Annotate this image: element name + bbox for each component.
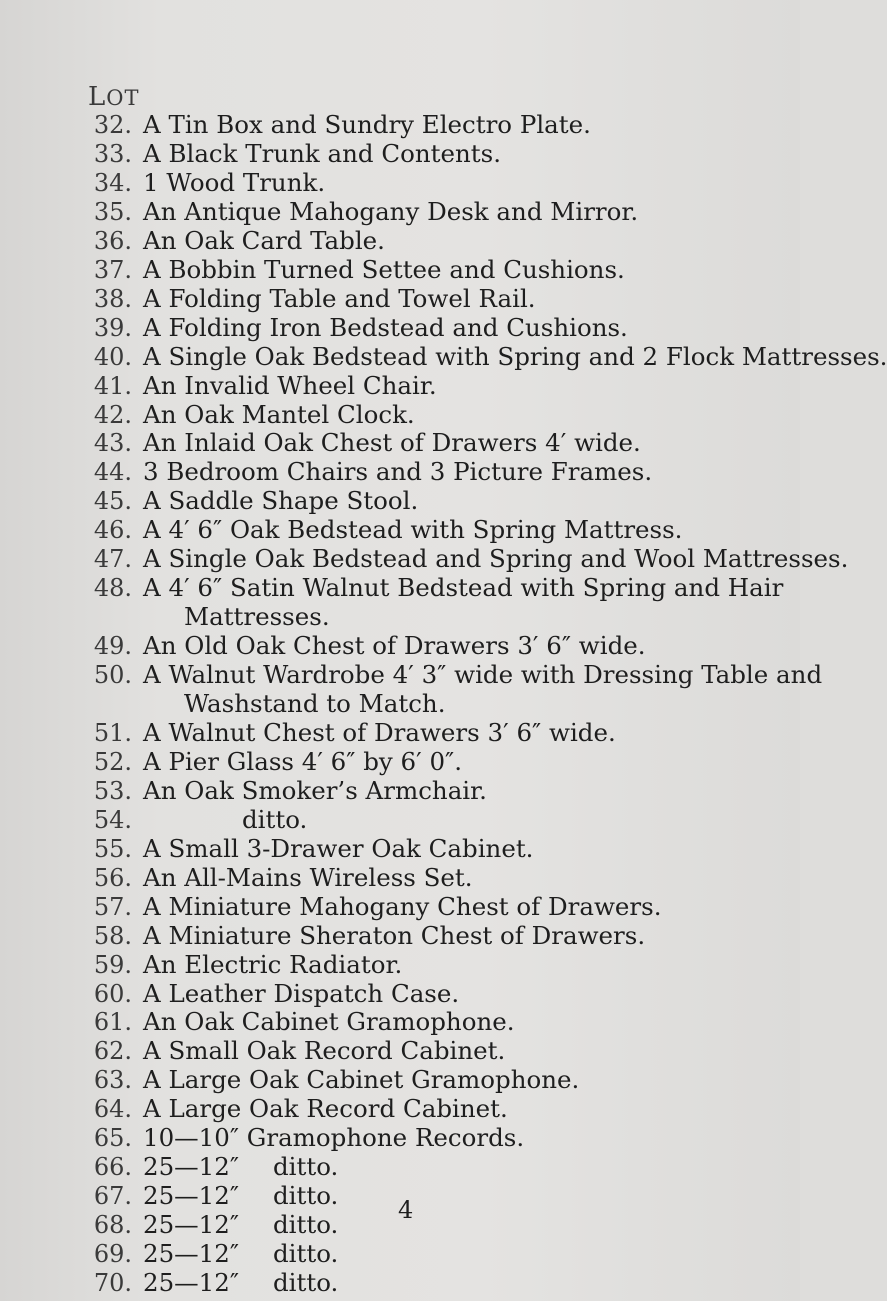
page-number: 4 [398, 1196, 414, 1224]
lot-description: An Oak Card Table. [143, 225, 385, 255]
lot-row [0, 138, 800, 168]
lot-description: A Large Oak Cabinet Gramophone. [143, 1065, 580, 1095]
lot-number: 42. [93, 400, 132, 429]
lot-row [0, 112, 800, 138]
lot-ditto: ditto. [273, 1181, 339, 1211]
lot-description: An Old Oak Chest of Drawers 3′ 6″ wide. [143, 631, 646, 661]
lot-row [0, 717, 800, 747]
lot-description: A Folding Table and Towel Rail. [143, 283, 536, 313]
lot-description: A Walnut Wardrobe 4′ 3″ wide with Dressing Table and [143, 660, 823, 690]
lot-quantity: 25—12″ [143, 1268, 240, 1297]
lot-number: 60. [93, 979, 132, 1008]
lot-description [143, 1212, 338, 1238]
lot-row [0, 978, 800, 1008]
lot-description: 3 Bedroom Chairs and 3 Picture Frames. [143, 457, 653, 487]
lot-row [0, 1241, 800, 1267]
lot-description: A 4′ 6″ Oak Bedstead with Spring Mattress. [143, 515, 683, 545]
lot-number: 59. [93, 950, 132, 979]
lot-row [0, 949, 800, 979]
lot-description: An Oak Smoker’s Armchair. [143, 775, 487, 805]
lot-row [0, 517, 800, 543]
lot-number: 44. [93, 458, 132, 487]
lot-row [0, 1009, 800, 1035]
lot-row [0, 1125, 800, 1151]
lot-number: 53. [93, 776, 132, 805]
lot-number: 70. [93, 1269, 132, 1297]
lot-description: A Tin Box and Sundry Electro Plate. [143, 110, 591, 139]
lot-ditto: ditto. [273, 1239, 339, 1269]
lot-number: 37. [93, 255, 132, 284]
lot-number: 63. [93, 1066, 132, 1095]
lot-row [0, 575, 800, 601]
lot-number: 65. [93, 1124, 132, 1153]
lot-number: 36. [93, 226, 132, 255]
lot-number: 38. [93, 284, 132, 313]
lot-number: 55. [93, 834, 132, 863]
lot-row [0, 1038, 800, 1064]
lot-row [0, 862, 800, 892]
lot-column-header [88, 82, 140, 112]
lot-row [0, 167, 800, 197]
lot-description: An Oak Cabinet Gramophone. [143, 1007, 515, 1037]
lot-header-rest: OT [106, 86, 140, 110]
lot-description: A Miniature Sheraton Chest of Drawers. [143, 920, 646, 950]
lot-description: A 4′ 6″ Satin Walnut Bedstead with Spring and Hair [143, 573, 784, 603]
lot-row [0, 1067, 800, 1093]
lot-number: 56. [93, 863, 132, 892]
lot-ditto: ditto. [273, 1210, 339, 1240]
lot-number: 62. [93, 1037, 132, 1066]
lot-number: 51. [93, 718, 132, 747]
lot-description: ditto. [242, 804, 308, 834]
lot-description: A Leather Dispatch Case. [143, 978, 460, 1008]
lot-description: A Walnut Chest of Drawers 3′ 6″ wide. [143, 717, 616, 747]
lot-number: 46. [93, 516, 132, 545]
lot-description [143, 1270, 338, 1296]
lot-number: 49. [93, 632, 132, 661]
lot-description: An Inlaid Oak Chest of Drawers 4′ wide. [143, 428, 641, 458]
lot-description: An Oak Mantel Clock. [143, 399, 415, 429]
lot-number: 47. [93, 545, 132, 574]
lot-number: 48. [93, 574, 132, 603]
lot-description: A Miniature Mahogany Chest of Drawers. [143, 891, 662, 921]
lot-description: A Bobbin Turned Settee and Cushions. [143, 254, 625, 284]
lot-number: 61. [93, 1008, 132, 1037]
lot-row [0, 312, 800, 342]
lot-description [143, 1154, 338, 1180]
lot-description-continuation: Mattresses. [184, 602, 330, 632]
lot-row [0, 891, 800, 921]
lot-row [0, 660, 823, 690]
lot-row [0, 544, 849, 574]
lot-number: 34. [93, 168, 132, 197]
lot-description: A Folding Iron Bedstead and Cushions. [143, 312, 628, 342]
lot-quantity: 25—12″ [143, 1152, 240, 1182]
lot-number: 66. [93, 1153, 132, 1182]
lot-row [0, 430, 800, 456]
lot-description: An Invalid Wheel Chair. [143, 370, 437, 400]
lot-number: 64. [93, 1095, 132, 1124]
lot-number: 32. [93, 111, 132, 139]
lot-description-continuation: Washstand to Match. [184, 689, 446, 718]
lot-number: 40. [93, 342, 132, 371]
lot-row [0, 254, 800, 284]
lot-number: 35. [93, 197, 132, 226]
lot-row [0, 1096, 800, 1122]
lot-description: A Single Oak Bedstead and Spring and Wool Mattresses. [143, 544, 849, 574]
lot-row [0, 370, 800, 400]
lot-row [0, 225, 800, 255]
lot-description: 10—10″ Gramophone Records. [143, 1123, 525, 1153]
lot-row [0, 804, 800, 834]
lot-number: 67. [93, 1182, 132, 1211]
lot-row [0, 196, 800, 226]
lot-row-continuation [0, 691, 800, 717]
lot-number: 69. [93, 1240, 132, 1269]
lot-number: 52. [93, 747, 132, 776]
lot-row [0, 1270, 800, 1296]
lot-number: 33. [93, 139, 132, 168]
lot-description: 1 Wood Trunk. [143, 167, 326, 197]
lot-ditto: ditto. [273, 1152, 339, 1182]
lot-number: 50. [93, 661, 132, 690]
lot-description: A Small 3-Drawer Oak Cabinet. [143, 833, 534, 863]
lot-number: 54. [93, 805, 132, 834]
lot-description: A Pier Glass 4′ 6″ by 6′ 0″. [143, 746, 462, 776]
lot-description [143, 1241, 338, 1267]
lot-number: 41. [93, 371, 132, 400]
lot-description: An Electric Radiator. [143, 949, 403, 979]
lot-description: A Small Oak Record Cabinet. [143, 1036, 506, 1066]
lot-number: 68. [93, 1211, 132, 1240]
lot-quantity: 25—12″ [143, 1210, 240, 1240]
lot-description [143, 1183, 338, 1209]
lot-quantity: 25—12″ [143, 1181, 240, 1211]
lot-header-initial: L [88, 82, 107, 112]
lot-description: An Antique Mahogany Desk and Mirror. [143, 196, 639, 226]
lot-row [0, 488, 800, 514]
lot-row [0, 920, 800, 950]
lot-number: 57. [93, 892, 132, 921]
lot-description: A Saddle Shape Stool. [143, 486, 419, 516]
lot-row [0, 399, 800, 429]
lot-row [0, 633, 800, 659]
lot-number: 45. [93, 487, 132, 516]
lot-description: An All-Mains Wireless Set. [143, 862, 473, 892]
lot-description: A Single Oak Bedstead with Spring and 2 Flock Mattresses. [143, 341, 887, 371]
lot-ditto: ditto. [273, 1268, 339, 1297]
lot-row [0, 283, 800, 313]
lot-row [0, 746, 800, 776]
lot-row [0, 341, 887, 371]
lot-quantity: 25—12″ [143, 1239, 240, 1269]
lot-description: A Large Oak Record Cabinet. [143, 1094, 508, 1124]
lot-row [0, 459, 800, 485]
lot-row-continuation [0, 604, 800, 630]
lot-row [0, 775, 800, 805]
lot-number: 43. [93, 429, 132, 458]
lot-number: 39. [93, 313, 132, 342]
lot-row [0, 1154, 800, 1180]
lot-description: A Black Trunk and Contents. [143, 138, 501, 168]
lot-number: 58. [93, 921, 132, 950]
lot-row [0, 833, 800, 863]
